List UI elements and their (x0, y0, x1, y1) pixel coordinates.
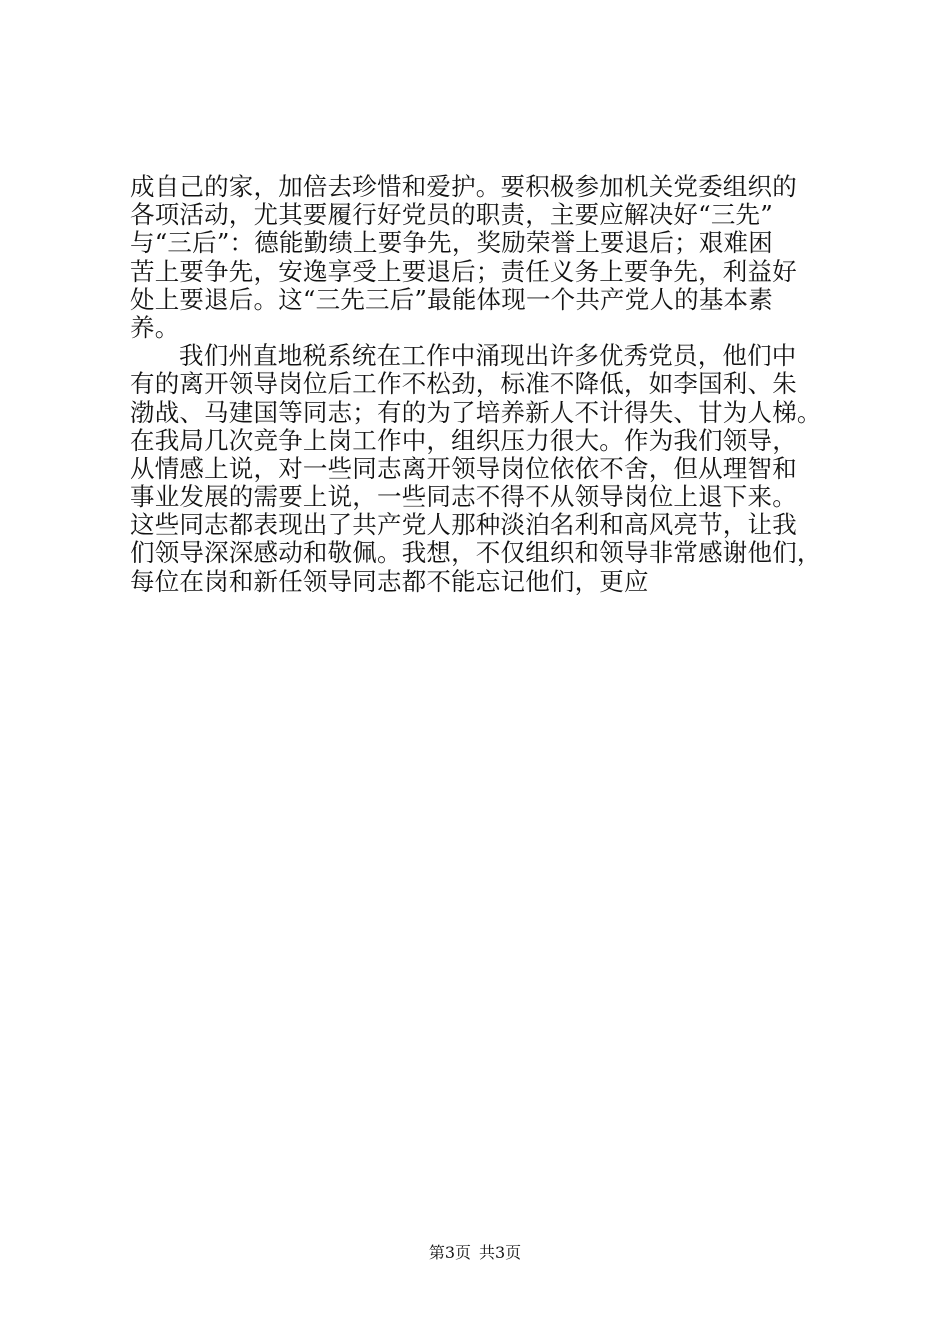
text-line: 有的离开领导岗位后工作不松劲，标准不降低，如李国利、朱 (130, 369, 797, 399)
page-number-total: 共3页 (479, 1243, 522, 1262)
text-line: 与“三后”：德能勤绩上要争先，奖励荣誉上要退后；艰难困 (130, 228, 773, 258)
page-footer (0, 1243, 950, 1263)
text-line: 处上要退后。这“三先三后”最能体现一个共产党人的基本素 (130, 284, 773, 314)
paragraph-2 (130, 342, 850, 596)
document-body (130, 173, 850, 596)
text-line: 每位在岗和新任领导同志都不能忘记他们，更应 (130, 566, 649, 596)
text-line: 我们州直地税系统在工作中涌现出许多优秀党员，他们中 (179, 341, 797, 371)
text-line: 养。 (130, 312, 180, 342)
text-line: 在我局几次竞争上岗工作中，组织压力很大。作为我们领导， (130, 425, 797, 455)
text-line: 苦上要争先，安逸享受上要退后；责任义务上要争先，利益好 (130, 256, 797, 286)
text-line: 从情感上说，对一些同志离开领导岗位依依不舍，但从理智和 (130, 453, 797, 483)
text-line: 渤战、马建国等同志；有的为了培养新人不计得失、甘为人梯。 (130, 397, 822, 427)
text-line: 们领导深深感动和敬佩。我想，不仅组织和领导非常感谢他们， (130, 538, 822, 568)
text-line: 各项活动，尤其要履行好党员的职责，主要应解决好“三先” (130, 200, 773, 230)
text-line: 成自己的家，加倍去珍惜和爱护。要积极参加机关党委组织的 (130, 172, 797, 201)
text-line: 事业发展的需要上说，一些同志不得不从领导岗位上退下来。 (130, 482, 797, 512)
text-line: 这些同志都表现出了共产党人那种淡泊名利和高风亮节，让我 (130, 510, 797, 540)
page-number-current: 第3页 (428, 1243, 471, 1262)
paragraph-1 (130, 173, 850, 342)
